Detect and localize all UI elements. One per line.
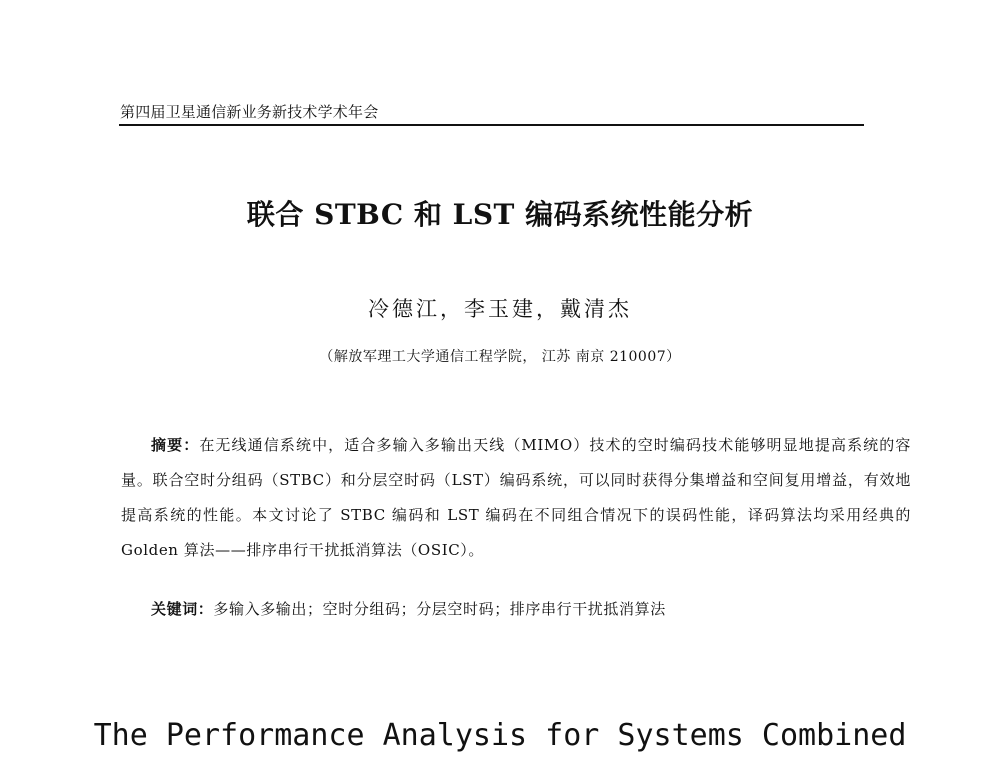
header-rule [119, 124, 864, 126]
abstract-label: 摘要： [151, 436, 200, 454]
paper-authors: 冷德江，李玉建，戴清杰 [368, 297, 632, 321]
english-title: The Performance Analysis for Systems Combined [93, 718, 907, 753]
paper-title: 联合 STBC 和 LST 编码系统性能分析 [246, 198, 754, 231]
keywords-text: 多输入多输出；空时分组码；分层空时码；排序串行干扰抵消算法 [213, 600, 666, 618]
conference-header: 第四届卫星通信新业务新技术学术年会 [120, 103, 379, 121]
abstract-text: 在无线通信系统中，适合多输入多输出天线（MIMO）技术的空时编码技术能够明显地提高系统的容量。联合空时分组码（STBC）和分层空时码（LST）编码系统，可以同时获得分集增益和空间复用增益，有效地提高系统的性能。本文讨论了 STBC 编码和 LST 编码在不同组合情况下的误码性能，译码算法均采用经典的 Golden 算法——排序串行干扰抵消算法（OSIC）。 [121, 436, 911, 559]
abstract-paragraph [121, 428, 911, 568]
keywords-label: 关键词： [151, 600, 214, 618]
keywords-line [151, 598, 911, 619]
paper-affiliation: （解放军理工大学通信工程学院， 江苏 南京 210007） [319, 349, 681, 365]
